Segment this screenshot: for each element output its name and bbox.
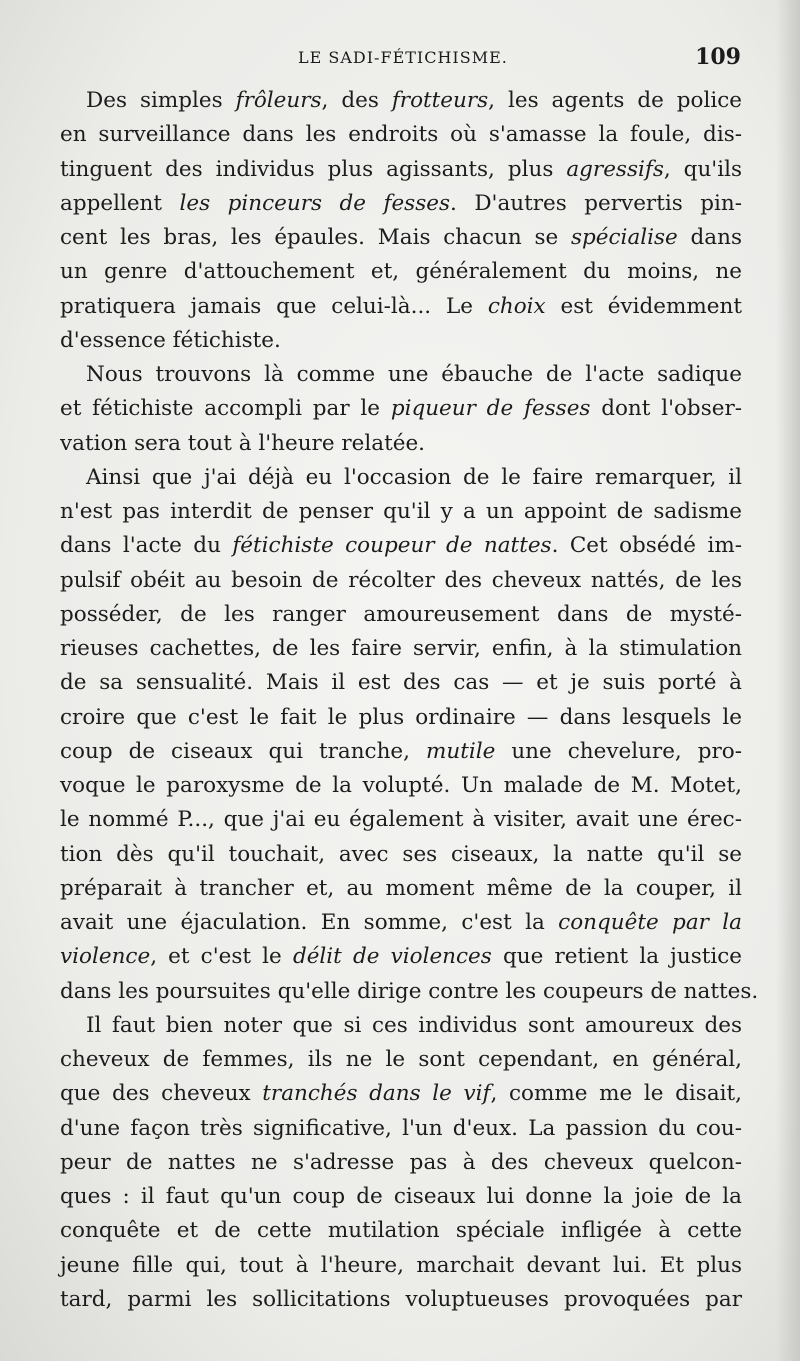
text-segment: que retient la justice <box>491 944 743 970</box>
text-segment: d'essence fétichiste. <box>60 327 281 353</box>
text-line <box>60 358 742 392</box>
text-line <box>60 392 742 426</box>
text-line <box>60 427 742 461</box>
italic-text: violence <box>60 944 151 970</box>
text-segment: est évidemment <box>545 293 742 319</box>
text-segment: croire que c'est le fait le plus ordinaire — dans lesquels le <box>60 704 742 730</box>
text-line <box>60 564 742 598</box>
text-line <box>60 1214 742 1248</box>
text-line <box>60 872 742 906</box>
text-line <box>60 84 742 118</box>
text-line <box>60 940 742 974</box>
text-line <box>60 1009 742 1043</box>
text-line <box>60 906 742 940</box>
text-segment: , des <box>321 88 392 113</box>
text-line <box>60 221 742 255</box>
text-line <box>60 598 742 632</box>
text-line <box>60 838 742 872</box>
text-line <box>60 1249 742 1283</box>
text-line <box>60 153 742 187</box>
text-line <box>60 803 742 837</box>
text-segment: en surveillance dans les endroits où s'amasse la foule, dis- <box>60 122 742 148</box>
text-segment: , qu'ils <box>663 156 742 182</box>
text-line <box>60 632 742 666</box>
text-segment: voque le paroxysme de la volupté. Un malade de M. Motet, <box>60 773 742 798</box>
text-segment: pratiquera jamais que celui-là... Le <box>60 293 488 319</box>
text-segment: avait une éjaculation. En somme, c'est la <box>60 910 559 935</box>
text-segment: Des simples <box>86 88 236 113</box>
text-line <box>60 529 742 563</box>
text-segment: peur de nattes ne s'adresse pas à des cheveux quelcon- <box>60 1149 742 1175</box>
text-line <box>60 255 742 289</box>
text-segment: rieuses cachettes, de les faire servir, enfin, à la stimulation <box>60 636 742 661</box>
text-segment: . Cet obsédé im- <box>551 533 742 559</box>
text-line <box>60 975 759 1009</box>
text-segment: tinguent des individus plus agissants, plus <box>60 156 567 182</box>
text-segment: une chevelure, pro- <box>495 738 742 764</box>
body-text <box>60 84 759 1317</box>
text-segment: dans l'acte du <box>60 533 233 559</box>
text-segment: ques : il faut qu'un coup de ciseaux lui donne la joie de la <box>60 1184 742 1209</box>
text-segment: que des cheveux <box>60 1081 263 1107</box>
italic-text: conquête par la <box>558 910 742 935</box>
text-segment: cheveux de femmes, ils ne le sont cependant, en général, <box>60 1047 742 1072</box>
text-segment: cent les bras, les épaules. Mais chacun se <box>60 225 571 250</box>
page-number: 109 <box>695 44 741 70</box>
text-line <box>60 290 742 324</box>
text-segment: un genre d'attouchement et, généralement du moins, ne <box>60 259 742 285</box>
text-segment: n'est pas interdit de penser qu'il y a un appoint de sadisme <box>60 499 742 524</box>
italic-text: les pinceurs de fesses <box>179 190 450 216</box>
text-line <box>60 1043 742 1077</box>
text-segment: dont l'obser- <box>590 396 742 422</box>
text-segment: préparait à trancher et, au moment même de la couper, il <box>60 875 742 901</box>
text-segment: , les agents de police <box>488 88 743 113</box>
italic-text: frotteurs <box>391 88 489 113</box>
text-line <box>60 1112 742 1146</box>
text-segment: Il faut bien noter que si ces individus sont amoureux des <box>86 1012 742 1038</box>
page-header <box>60 44 745 78</box>
text-segment: , et c'est le <box>150 944 293 970</box>
text-segment: appellent <box>60 190 180 216</box>
text-line <box>60 1077 742 1111</box>
text-segment: dans <box>677 225 743 250</box>
italic-text: spécialise <box>571 225 678 250</box>
italic-text: fétichiste coupeur de nattes <box>232 533 552 559</box>
text-line <box>60 118 742 152</box>
italic-text: agressifs <box>566 156 664 182</box>
text-line <box>60 1146 742 1180</box>
text-segment: coup de ciseaux qui tranche, <box>60 738 426 764</box>
text-segment: le nommé P..., que j'ai eu également à visiter, avait une érec- <box>60 807 742 833</box>
italic-text: piqueur de fesses <box>390 396 591 422</box>
text-line <box>60 1180 742 1214</box>
text-segment: posséder, de les ranger amoureusement dans de mysté- <box>60 601 742 627</box>
text-line <box>60 1283 742 1317</box>
text-line <box>60 666 742 700</box>
text-segment: d'une façon très significative, l'un d'eux. La passion du cou- <box>60 1115 742 1141</box>
text-segment: Nous trouvons là comme une ébauche de l'acte sadique <box>86 362 742 387</box>
running-head: LE SADI-FÉTICHISME. <box>298 48 508 67</box>
text-line <box>60 461 742 495</box>
italic-text: tranchés dans le vif <box>262 1081 491 1107</box>
italic-text: mutile <box>425 738 496 764</box>
text-segment: Ainsi que j'ai déjà eu l'occasion de le faire remarquer, il <box>86 464 742 490</box>
italic-text: frôleurs <box>235 88 322 113</box>
page-spine-shadow <box>776 0 800 1361</box>
text-line <box>60 495 742 529</box>
text-segment: tion dès qu'il touchait, avec ses ciseaux, la natte qu'il se <box>60 841 742 867</box>
text-segment: . D'autres pervertis pin- <box>450 190 742 216</box>
text-segment: conquête et de cette mutilation spéciale infligée à cette <box>60 1218 742 1244</box>
text-line <box>60 701 742 735</box>
text-segment: tard, parmi les sollicitations voluptueuses provoquées par <box>60 1286 742 1312</box>
text-segment: vation sera tout à l'heure relatée. <box>60 430 426 456</box>
text-segment: pulsif obéit au besoin de récolter des cheveux nattés, de les <box>60 567 742 593</box>
text-segment: et fétichiste accompli par le <box>60 396 391 422</box>
text-line <box>60 324 742 358</box>
text-segment: dans les poursuites qu'elle dirige contre les coupeurs de nattes. <box>60 978 759 1004</box>
text-segment: jeune fille qui, tout à l'heure, marchait devant lui. Et plus <box>60 1252 742 1278</box>
text-segment: de sa sensualité. Mais il est des cas — et je suis porté à <box>60 670 742 696</box>
text-line <box>60 735 742 769</box>
text-line <box>60 769 742 803</box>
italic-text: choix <box>487 293 546 319</box>
text-segment: , comme me le disait, <box>490 1081 742 1107</box>
text-line <box>60 187 742 221</box>
italic-text: délit de violences <box>292 944 492 970</box>
